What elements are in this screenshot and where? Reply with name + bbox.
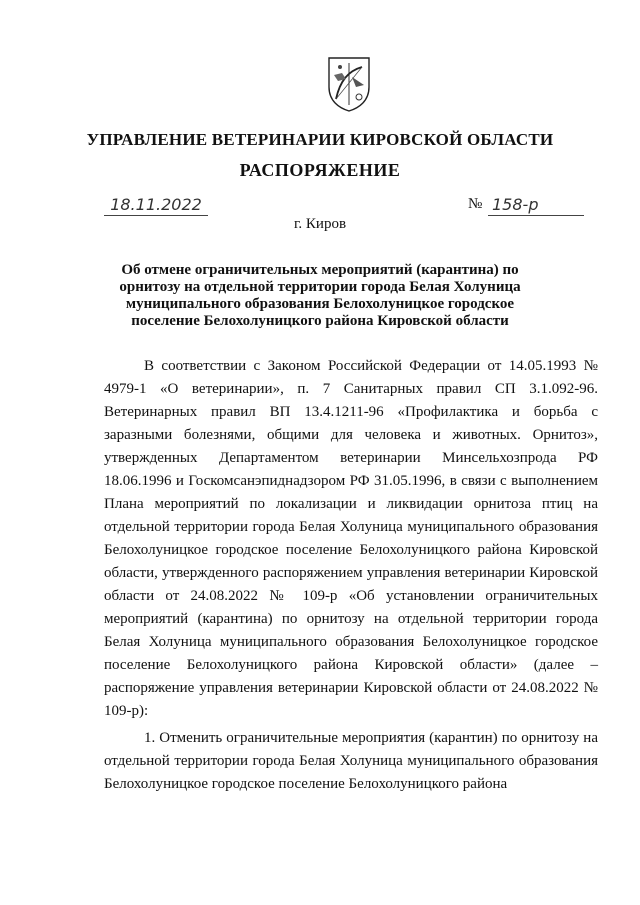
document-city: г. Киров [293, 216, 347, 232]
document-number-label: № [468, 196, 483, 212]
organization-name: УПРАВЛЕНИЕ ВЕТЕРИНАРИИ КИРОВСКОЙ ОБЛАСТИ [86, 130, 554, 149]
document-number: 158-р [488, 195, 584, 216]
body-paragraph: 1. Отменить ограничительные мероприятия (карантин) по орнитозу на отдельной территории города Белая Холуница муниципального образования Белохолуницкое городское поселение Белохолуницкого района [104, 730, 598, 792]
body-paragraph: В соответствии с Законом Российской Федерации от 14.05.1993 № 4979-1 «О ветеринарии», п. 7 Санитарных правил СП 3.1.092-96. Ветеринарных правил ВП 13.4.1211-96 «Профилактика и борьба с заразными болезнями, общими для человека и животных. Орнитоз», утвержденных Департаментом ветеринарии Минсельхозпрода РФ 18.06.1996 и Госкомсанэпиднадзором РФ 31.05.1996, в связи с выполнением Плана мероприятий по локализации и ликвидации орнитоза птиц на отдельной территории города Белая Холуница муниципального образования Белохолуницкое городское поселение Белохолуницкого района Кировской области, утвержденного распоряжением управления ветеринарии Кировской области от 24.08.2022 № 109-р «Об установлении ограничительных мероприятий (карантина) по орнитозу на отдельной территории города Белая Холуница муниципального образования Белохолуницкое городское поселение Белохолуницкого района Кировской области» (далее – распоряжение управления ветеринарии Кировской области от 24.08.2022 № 109-р): [104, 358, 598, 719]
document-title: Об отмене ограничительных мероприятий (карантина) по орнитозу на отдельной территории города Белая Холуница муниципального образования Белохолуницкое городское поселение Белохолуницкого района Кировской области [119, 262, 521, 329]
document-body [104, 355, 598, 796]
document-date: 18.11.2022 [104, 195, 208, 216]
kirov-oblast-coat-of-arms-icon [326, 55, 372, 113]
document-type: РАСПОРЯЖЕНИЕ [239, 160, 401, 180]
